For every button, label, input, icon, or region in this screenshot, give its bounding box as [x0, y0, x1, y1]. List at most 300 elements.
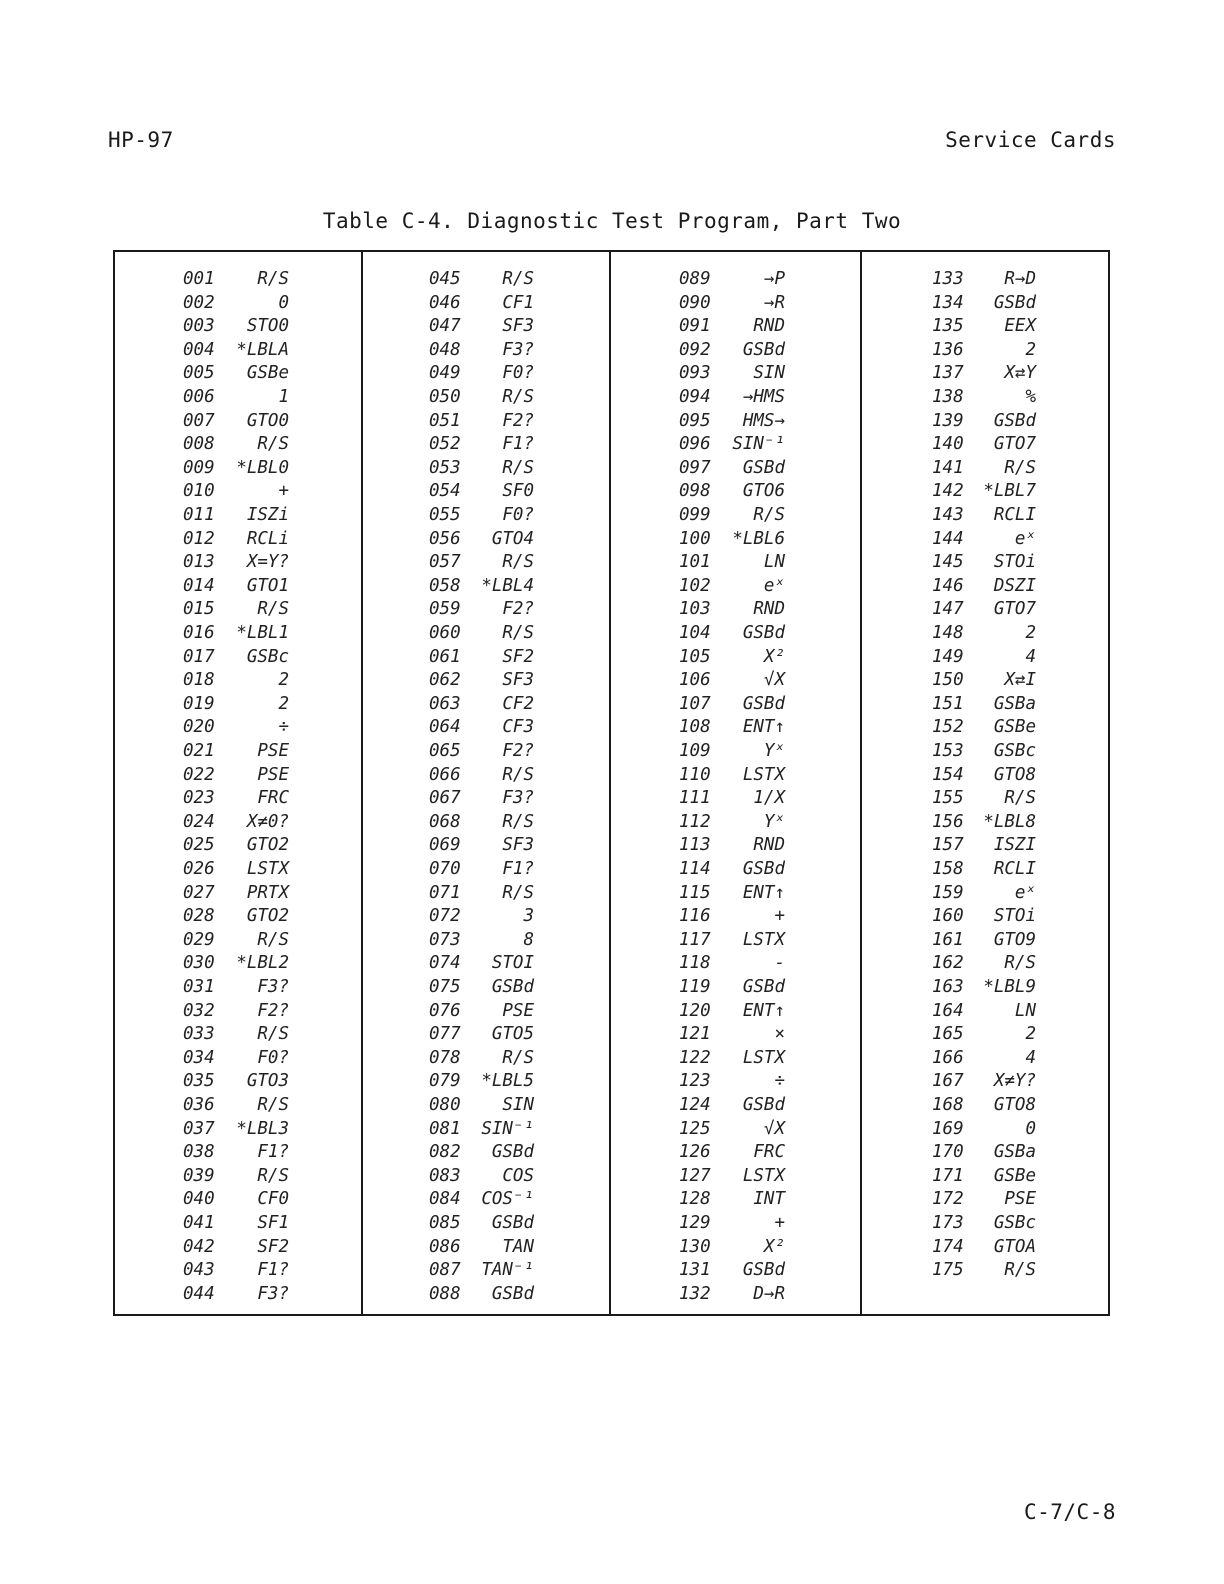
step-instruction: R/S: [257, 1024, 289, 1045]
step-instruction: LSTX: [742, 1165, 785, 1186]
program-step-row: [611, 457, 860, 481]
program-step-row: [611, 339, 860, 363]
step-number: 063: [429, 693, 461, 714]
listing-column-2: [363, 252, 611, 1314]
step-instruction: 1: [278, 387, 289, 407]
step-instruction: GSBd: [742, 1260, 785, 1281]
step-instruction: LSTX: [742, 929, 785, 950]
step-instruction: D→R: [753, 1283, 785, 1304]
step-number: 031: [183, 977, 215, 997]
step-instruction: *LBL9: [983, 977, 1036, 997]
step-instruction: LSTX: [246, 859, 289, 879]
program-step-row: [115, 480, 361, 504]
step-number: 151: [932, 693, 964, 714]
program-step-row: [115, 315, 361, 339]
program-step-row: [862, 905, 1107, 929]
step-instruction: GTO1: [246, 575, 289, 596]
program-step-row: [115, 1259, 361, 1283]
program-step-row: [115, 551, 361, 575]
step-instruction: RND: [753, 599, 785, 620]
program-step-row: [115, 410, 361, 434]
step-instruction: INT: [753, 1189, 785, 1210]
program-step-row: [363, 1165, 609, 1189]
step-instruction: GSBa: [993, 693, 1036, 714]
step-number: 154: [932, 764, 964, 785]
step-number: 024: [183, 811, 215, 832]
program-listing-table: [113, 250, 1110, 1316]
step-number: 015: [183, 599, 215, 620]
step-number: 004: [183, 339, 215, 360]
step-instruction: X⇄I: [1004, 670, 1036, 691]
program-step-row: [611, 787, 860, 811]
step-instruction: PSE: [1004, 1189, 1036, 1210]
program-step-row: [862, 622, 1107, 646]
step-instruction: GSBe: [993, 717, 1036, 738]
program-step-row: [862, 929, 1107, 953]
program-step-row: [862, 834, 1107, 858]
step-instruction: FRC: [257, 788, 289, 809]
program-step-row: [363, 575, 609, 599]
step-instruction: 4: [1025, 646, 1036, 667]
step-instruction: F2?: [257, 1000, 289, 1021]
step-instruction: SIN: [753, 363, 785, 384]
program-step-row: [115, 905, 361, 929]
step-instruction: ×: [774, 1024, 785, 1045]
program-step-row: [862, 362, 1107, 386]
program-step-row: [611, 1212, 860, 1236]
step-instruction: GSBd: [491, 977, 534, 997]
program-step-row: [611, 1118, 860, 1142]
program-step-row: [363, 315, 609, 339]
step-number: 014: [183, 575, 215, 596]
step-number: 118: [679, 953, 711, 974]
step-instruction: SIN⁻¹: [732, 434, 785, 455]
step-instruction: X⇄Y: [1004, 363, 1036, 384]
step-number: 034: [183, 1047, 215, 1068]
step-number: 049: [429, 363, 461, 384]
step-number: 025: [183, 835, 215, 856]
program-step-row: [862, 811, 1107, 835]
program-step-row: [115, 598, 361, 622]
step-number: 070: [429, 859, 461, 879]
step-number: 013: [183, 552, 215, 573]
program-step-row: [115, 528, 361, 552]
program-step-row: [363, 504, 609, 528]
step-number: 153: [932, 741, 964, 761]
step-number: 169: [932, 1118, 964, 1139]
step-instruction: R/S: [257, 599, 289, 620]
step-instruction: F3?: [257, 1283, 289, 1304]
running-header-right: Service Cards: [945, 128, 1116, 152]
step-instruction: R/S: [502, 1047, 534, 1068]
step-number: 009: [183, 457, 215, 478]
program-step-row: [862, 598, 1107, 622]
step-instruction: 2: [1025, 1024, 1036, 1045]
program-step-row: [115, 362, 361, 386]
step-number: 130: [679, 1236, 711, 1257]
program-step-row: [862, 882, 1107, 906]
step-number: 040: [183, 1189, 215, 1210]
program-step-row: [115, 929, 361, 953]
step-instruction: eˣ: [763, 575, 785, 596]
step-number: 122: [679, 1047, 711, 1068]
step-number: 064: [429, 717, 461, 738]
step-number: 084: [429, 1189, 461, 1210]
step-number: 135: [932, 316, 964, 337]
step-instruction: *LBL3: [236, 1118, 289, 1139]
program-step-row: [115, 1165, 361, 1189]
step-number: 115: [679, 882, 711, 903]
program-step-row: [115, 1141, 361, 1165]
step-number: 068: [429, 811, 461, 832]
program-step-row: [115, 1070, 361, 1094]
step-instruction: R/S: [1004, 1260, 1036, 1281]
step-number: 087: [429, 1260, 461, 1281]
step-instruction: GTO0: [246, 410, 289, 431]
program-step-row: [363, 764, 609, 788]
step-instruction: STOi: [993, 552, 1036, 573]
step-number: 002: [183, 292, 215, 313]
program-step-row: [611, 1236, 860, 1260]
step-number: 041: [183, 1213, 215, 1233]
program-step-row: [611, 740, 860, 764]
step-instruction: ÷: [278, 717, 289, 738]
step-instruction: GSBe: [246, 363, 289, 384]
step-instruction: *LBLA: [236, 339, 289, 360]
program-step-row: [862, 575, 1107, 599]
step-number: 061: [429, 646, 461, 667]
step-number: 080: [429, 1095, 461, 1115]
step-number: 132: [679, 1283, 711, 1304]
step-number: 142: [932, 481, 964, 502]
step-number: 051: [429, 410, 461, 431]
step-instruction: PSE: [257, 741, 289, 761]
program-step-row: [862, 1188, 1107, 1212]
step-instruction: Yˣ: [763, 811, 785, 832]
step-instruction: GSBd: [742, 339, 785, 360]
step-instruction: √X: [763, 1118, 785, 1139]
step-instruction: GTO8: [993, 1095, 1036, 1115]
step-number: 010: [183, 481, 215, 502]
step-number: 066: [429, 764, 461, 785]
program-step-row: [862, 1259, 1107, 1283]
step-number: 159: [932, 882, 964, 903]
step-number: 100: [679, 528, 711, 549]
step-number: 175: [932, 1260, 964, 1281]
step-instruction: GSBd: [993, 410, 1036, 431]
step-instruction: COS⁻¹: [481, 1189, 534, 1210]
step-number: 152: [932, 717, 964, 738]
step-number: 057: [429, 552, 461, 573]
step-number: 158: [932, 859, 964, 879]
step-instruction: 2: [1025, 339, 1036, 360]
step-instruction: GSBd: [491, 1213, 534, 1233]
step-instruction: GSBe: [993, 1165, 1036, 1186]
program-step-row: [611, 1283, 860, 1307]
step-instruction: RND: [753, 316, 785, 337]
step-instruction: √X: [763, 670, 785, 691]
step-number: 048: [429, 339, 461, 360]
step-instruction: R/S: [502, 623, 534, 643]
step-instruction: SF0: [502, 481, 534, 502]
program-step-row: [363, 929, 609, 953]
step-instruction: *LBL7: [983, 481, 1036, 502]
program-step-row: [115, 622, 361, 646]
program-step-row: [611, 646, 860, 670]
program-step-row: [115, 386, 361, 410]
step-number: 129: [679, 1213, 711, 1233]
program-step-row: [611, 1000, 860, 1024]
step-instruction: F3?: [502, 788, 534, 809]
program-step-row: [363, 1118, 609, 1142]
step-number: 148: [932, 623, 964, 643]
program-step-row: [611, 480, 860, 504]
step-number: 171: [932, 1165, 964, 1186]
step-number: 047: [429, 316, 461, 337]
step-instruction: X≠0?: [246, 811, 289, 832]
step-number: 075: [429, 977, 461, 997]
program-step-row: [363, 480, 609, 504]
step-number: 119: [679, 977, 711, 997]
program-step-row: [862, 669, 1107, 693]
program-step-row: [115, 1000, 361, 1024]
step-number: 058: [429, 575, 461, 596]
step-number: 128: [679, 1189, 711, 1210]
step-number: 165: [932, 1024, 964, 1045]
step-number: 039: [183, 1165, 215, 1186]
step-number: 137: [932, 363, 964, 384]
step-instruction: 0: [1025, 1118, 1036, 1139]
step-number: 017: [183, 646, 215, 667]
step-number: 136: [932, 339, 964, 360]
program-step-row: [862, 551, 1107, 575]
program-step-row: [363, 669, 609, 693]
step-number: 124: [679, 1095, 711, 1115]
program-step-row: [363, 268, 609, 292]
program-step-row: [862, 787, 1107, 811]
step-number: 141: [932, 457, 964, 478]
program-step-row: [611, 1023, 860, 1047]
program-step-row: [862, 339, 1107, 363]
step-instruction: RCLI: [993, 859, 1036, 879]
program-step-row: [862, 1141, 1107, 1165]
step-instruction: GSBd: [742, 693, 785, 714]
step-instruction: GTO3: [246, 1071, 289, 1092]
step-number: 110: [679, 764, 711, 785]
step-number: 003: [183, 316, 215, 337]
program-step-row: [862, 1236, 1107, 1260]
step-instruction: CF2: [502, 693, 534, 714]
step-instruction: R/S: [502, 882, 534, 903]
step-instruction: RCLi: [246, 528, 289, 549]
program-step-row: [862, 1047, 1107, 1071]
step-instruction: →P: [763, 269, 785, 289]
step-number: 112: [679, 811, 711, 832]
step-instruction: F3?: [502, 339, 534, 360]
step-number: 050: [429, 387, 461, 407]
step-number: 095: [679, 410, 711, 431]
program-step-row: [363, 693, 609, 717]
step-number: 043: [183, 1260, 215, 1281]
step-instruction: GTOA: [993, 1236, 1036, 1257]
step-instruction: X²: [763, 1236, 785, 1257]
step-instruction: *LBL1: [236, 623, 289, 643]
step-number: 026: [183, 859, 215, 879]
step-instruction: GSBd: [742, 623, 785, 643]
step-instruction: SIN⁻¹: [481, 1118, 534, 1139]
step-number: 008: [183, 434, 215, 455]
step-instruction: R/S: [502, 387, 534, 407]
step-number: 023: [183, 788, 215, 809]
step-instruction: F3?: [257, 977, 289, 997]
step-instruction: STO0: [246, 316, 289, 337]
step-number: 117: [679, 929, 711, 950]
step-number: 079: [429, 1071, 461, 1092]
step-number: 089: [679, 269, 711, 289]
step-instruction: RCLI: [993, 505, 1036, 525]
step-instruction: R→D: [1004, 269, 1036, 289]
program-step-row: [611, 598, 860, 622]
program-step-row: [611, 622, 860, 646]
step-instruction: 3: [523, 906, 534, 927]
step-instruction: Yˣ: [763, 741, 785, 761]
step-number: 019: [183, 693, 215, 714]
program-step-row: [611, 929, 860, 953]
step-number: 138: [932, 387, 964, 407]
program-step-row: [862, 1165, 1107, 1189]
program-step-row: [862, 858, 1107, 882]
program-step-row: [115, 693, 361, 717]
program-step-row: [611, 551, 860, 575]
step-instruction: F0?: [502, 505, 534, 525]
step-instruction: ENT↑: [742, 1000, 785, 1021]
step-instruction: ÷: [774, 1071, 785, 1092]
step-number: 005: [183, 363, 215, 384]
program-step-row: [862, 386, 1107, 410]
program-step-row: [115, 575, 361, 599]
step-number: 076: [429, 1000, 461, 1021]
step-number: 167: [932, 1071, 964, 1092]
step-number: 157: [932, 835, 964, 856]
step-number: 021: [183, 741, 215, 761]
step-number: 090: [679, 292, 711, 313]
program-step-row: [862, 693, 1107, 717]
step-instruction: GTO7: [993, 599, 1036, 620]
step-instruction: SF3: [502, 316, 534, 337]
program-step-row: [862, 1118, 1107, 1142]
step-number: 006: [183, 387, 215, 407]
step-instruction: F2?: [502, 599, 534, 620]
step-number: 102: [679, 575, 711, 596]
program-step-row: [862, 1212, 1107, 1236]
program-step-row: [115, 339, 361, 363]
step-number: 071: [429, 882, 461, 903]
step-instruction: GTO7: [993, 434, 1036, 455]
step-number: 116: [679, 906, 711, 927]
step-number: 174: [932, 1236, 964, 1257]
step-number: 037: [183, 1118, 215, 1139]
program-step-row: [611, 858, 860, 882]
step-instruction: LSTX: [742, 1047, 785, 1068]
step-number: 056: [429, 528, 461, 549]
program-step-row: [611, 952, 860, 976]
step-instruction: EEX: [1004, 316, 1036, 337]
program-step-row: [115, 1236, 361, 1260]
step-number: 093: [679, 363, 711, 384]
step-number: 134: [932, 292, 964, 313]
program-step-row: [363, 858, 609, 882]
step-instruction: GSBc: [993, 1213, 1036, 1233]
step-number: 062: [429, 670, 461, 691]
program-step-row: [862, 1070, 1107, 1094]
step-instruction: PSE: [257, 764, 289, 785]
program-step-row: [611, 1094, 860, 1118]
program-step-row: [862, 764, 1107, 788]
page-number: C-7/C-8: [1023, 1500, 1116, 1524]
step-number: 143: [932, 505, 964, 525]
program-step-row: [115, 952, 361, 976]
program-step-row: [611, 669, 860, 693]
step-instruction: CF1: [502, 292, 534, 313]
step-number: 111: [679, 788, 711, 809]
step-instruction: *LBL5: [481, 1071, 534, 1092]
step-instruction: *LBL4: [481, 575, 534, 596]
step-instruction: GTO2: [246, 835, 289, 856]
step-instruction: GTO9: [993, 929, 1036, 950]
step-instruction: F2?: [502, 741, 534, 761]
step-instruction: eˣ: [1014, 528, 1036, 549]
program-step-row: [115, 1283, 361, 1307]
program-step-row: [862, 480, 1107, 504]
step-number: 104: [679, 623, 711, 643]
program-step-row: [115, 1188, 361, 1212]
step-number: 108: [679, 717, 711, 738]
step-number: 065: [429, 741, 461, 761]
step-instruction: F0?: [257, 1047, 289, 1068]
step-number: 170: [932, 1142, 964, 1163]
program-step-row: [862, 433, 1107, 457]
program-step-row: [611, 1047, 860, 1071]
step-instruction: R/S: [257, 269, 289, 289]
program-step-row: [862, 1094, 1107, 1118]
program-step-row: [611, 386, 860, 410]
step-instruction: GSBd: [742, 859, 785, 879]
step-number: 029: [183, 929, 215, 950]
program-step-row: [363, 811, 609, 835]
program-step-row: [115, 882, 361, 906]
program-step-row: [363, 433, 609, 457]
step-instruction: GTO4: [491, 528, 534, 549]
program-step-row: [862, 268, 1107, 292]
step-number: 044: [183, 1283, 215, 1304]
step-number: 036: [183, 1095, 215, 1115]
program-step-row: [363, 339, 609, 363]
program-step-row: [115, 646, 361, 670]
step-instruction: F1?: [502, 434, 534, 455]
step-instruction: GSBc: [993, 741, 1036, 761]
program-step-row: [363, 976, 609, 1000]
program-step-row: [862, 716, 1107, 740]
program-step-row: [363, 952, 609, 976]
step-number: 020: [183, 717, 215, 738]
step-number: 155: [932, 788, 964, 809]
step-number: 160: [932, 906, 964, 927]
step-instruction: FRC: [753, 1142, 785, 1163]
step-number: 149: [932, 646, 964, 667]
step-instruction: LN: [763, 552, 785, 573]
program-step-row: [611, 410, 860, 434]
step-instruction: F1?: [502, 859, 534, 879]
